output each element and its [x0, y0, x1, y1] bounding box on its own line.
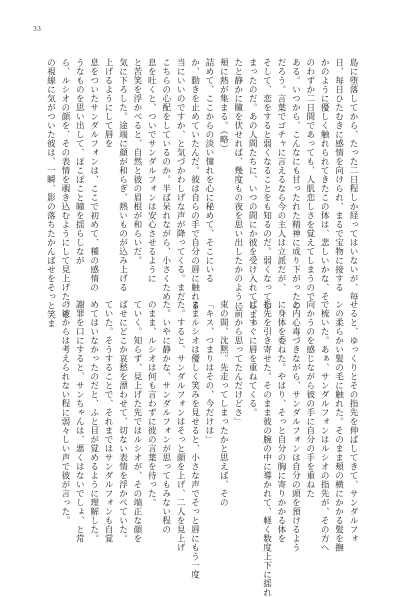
text-line: 上げるようにして唇を [103, 58, 114, 148]
text-line: ば、すぐに唇を重ねてくる。 [247, 300, 258, 417]
lower-text-block [30, 300, 360, 597]
text-line: ていた。そうすることで、それまではサンダルフォンも自覚 [103, 300, 114, 543]
text-line: 指先を引き寄せた。そのまま彼の腕の中に導かれて、軽く数度上下に揺れ [261, 300, 272, 597]
text-line: のわずか二日間であっても、人肌恋しさを覚えてしまうので [304, 58, 315, 301]
text-line: 息をついたサンダルフォンは、ここで初めて、種の感情の [88, 58, 99, 292]
text-line: 当にいいのですか、と気づかわしげな声が降ってくる。まだ [175, 58, 186, 301]
text-line: ら、ルシオの顔を、その表情を覗き込むようにして見上げた。そ [59, 58, 70, 319]
text-line: 「前から思ってたんだけどさ」 [232, 300, 243, 426]
text-line: た。いやに静かな、サンダルフォンが思ってもみない程の [160, 300, 171, 534]
text-line: ばせにどこか哀愁を漂わせて、切ない表情を浮かべていた。 [117, 300, 128, 543]
text-line: 「キス、つまりはその、今だけは」 [203, 300, 214, 444]
text-line: まったのだ。あの人間たちに、いつの間にか彼を受け入れてしまっ [247, 58, 258, 328]
upper-text-block [30, 58, 360, 328]
text-line: に身体を委ねた。やはり、そっと自分の胸に寄りかかる体を [275, 300, 286, 543]
text-line: 謝罪を口にすると、サンちゃんは、悪くはないでしょ、と常 [74, 300, 85, 543]
text-line: ままルシオは優しく笑みを見せると、小さな声でそっと唇にもう一度 [189, 300, 200, 579]
text-line: めてはいなかったのだと、ふと目が覚めるように理解した。 [88, 300, 99, 543]
text-line: た。すると、サンダルフォンはそっと顔を上げ、二人を見上げ [175, 300, 186, 552]
text-line: 束の間、沈黙。先走ってしまったかと思えば、その [218, 300, 229, 507]
text-line: 日、毎日ひたむきに感情を向けられ、まるで宝物に接する [333, 58, 344, 292]
text-line: 頬に熱が集まる。（略） [218, 58, 229, 153]
text-line: うなものを思い出して、ぽこぽこと瞳を揺らしなが [74, 58, 85, 265]
text-line: と苦笑を浮かべると、自然と彼の眉根が和らいだ。 [131, 58, 142, 265]
text-line: こちらの心配をしているのか。半ば呆れながら、小さくため [160, 58, 171, 301]
text-line: の視線に気がついた彼は、一瞬、影の落ちたかんばせをそっと笑ま [45, 58, 56, 328]
text-line: のまま、ルシオは何も言わずに彼の言葉を待った。 [146, 300, 157, 507]
text-line: ンの柔らかい髪の毛に触れた。そのまま頬の横にかかる髪を撫 [333, 300, 344, 552]
text-line: か、動きを止めていたんだ。彼は自らの手で自分の唇に触れる [189, 58, 200, 310]
text-line: かのように優しく触れられてきたこの体は、悲しいかな、そ [319, 58, 330, 301]
text-line: ある。いつから、こんなにも甘ったれた精神に成り下がったの [290, 58, 301, 310]
text-line: と内心毒づきながら、サンダルフォンは自分の頭を預けるよう [290, 300, 301, 552]
text-line: そして、恋をすると弱くなることをも知るのだ。弱くなってし [261, 58, 272, 310]
text-line: 島に堕落してから、たった二日程しか経ってはいないが、毎 [348, 58, 358, 301]
text-line: 詰めて、ここからの淡い憧れを心に秘めて、そこにいる [203, 58, 214, 283]
text-line: だろう。言葉でゴチャに言えるなら今の主人は立派だが、 [275, 58, 286, 292]
page-number: 33 [33, 26, 42, 33]
text-line: たと静かに瞳を伏せれば、幾度もの夜を思い出したかのように [232, 58, 243, 310]
text-line: 向かうのを感じながら彼の手に自分の手を重ねた [304, 300, 315, 498]
text-line: 息を吐くと、ついでサンダルフォンは安心させるように [146, 58, 157, 283]
text-line: 気に下ろした。途端に顔が和らぎ、熱いものが込み上げる [117, 58, 128, 292]
text-line: ていく。知らず、見上げた先ではルシオが、その端正な顔を [131, 300, 142, 543]
text-line: せると、ゆっくりとその指先を伸ばしてきて、サンダルフォ [348, 300, 358, 543]
text-line: の彼からは考えられない程に弱々しい声で彼が言った。 [59, 300, 70, 525]
text-line: で梳いた。あぁ、サンダルフォンはルシオの指先が、その方へ [319, 300, 330, 552]
